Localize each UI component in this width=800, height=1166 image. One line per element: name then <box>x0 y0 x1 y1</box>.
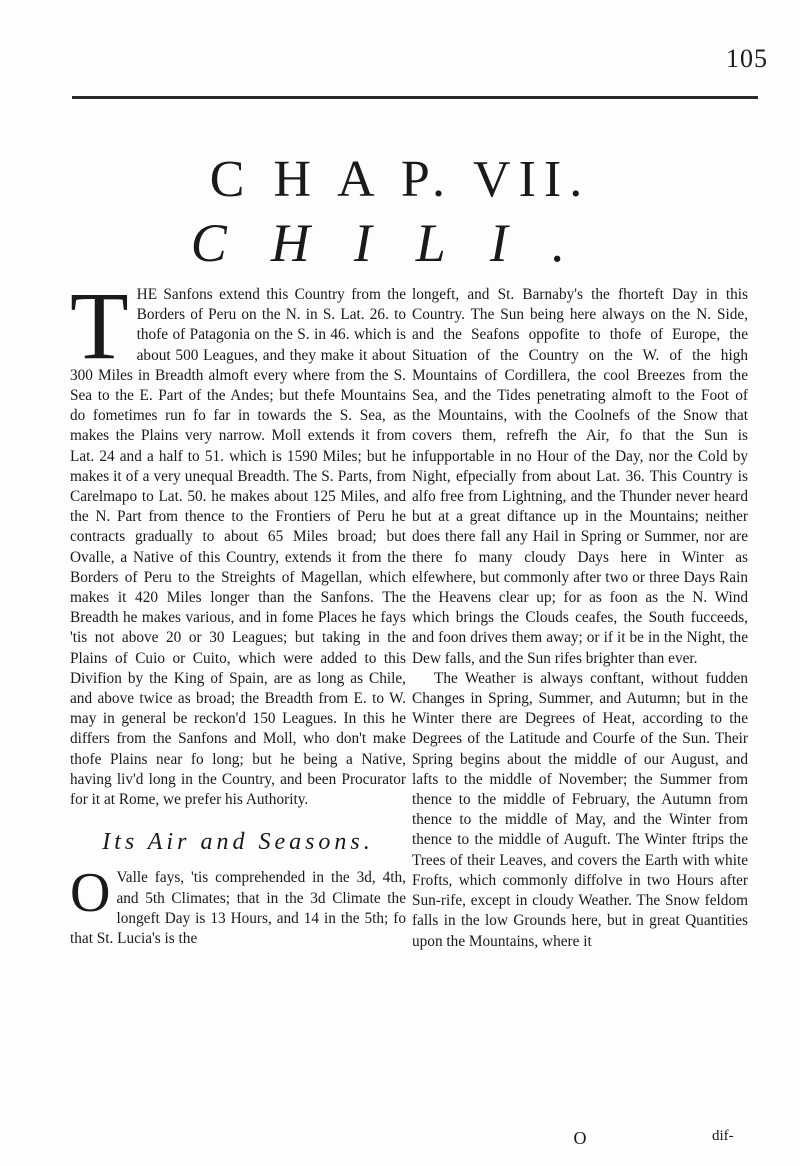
drop-cap: T <box>70 272 129 379</box>
country-title: CHILI. <box>190 213 610 273</box>
left-paragraph-2 <box>70 862 406 949</box>
left-paragraph-1 <box>70 272 406 810</box>
signature-mark: O <box>573 1128 587 1148</box>
right-paragraph-1: longeft, and St. Barnaby's the fhorteft Day in this Country. The Sun being here always on the N. Side, and the Seafons oppofite to thofe of Europe, the Situation of the Country on the W. of the high Mountains of Cordillera, the cool Breezes from the Sea, and the Tides penetrating almoft to the Foot of the Mountains, with the Coolnefs of the Snow that covers them, refrefh the Air, fo that the Sun is infupportable in no Hour of the Day, nor the Cold by Night, efpecially from about Lat. 36. This Country is alfo free from Lightning, and the Thunder never heard but at a great diftance up in the Mountains; neither does there fall any Hail in Spring or Summer, nor are there fo many cloudy Days here in Winter as elfewhere, but commonly after two or three Days Rain the Heavens clear up; for as foon as the N. Wind which brings the Clouds ceafes, the South fucceeds, and foon drives them away; or if it be in the Night, the Dew falls, and the Sun rifes brighter than ever. <box>412 286 748 667</box>
left-paragraph-2-text: Valle fays, 'tis comprehended in the 3d, 4th, and 5th Climates; that in the 3d Climate the longeft Day is 13 Hours, and 14 in the 5th; fo that St. Lucia's is the <box>70 869 406 948</box>
page-number: 105 <box>726 44 768 73</box>
left-paragraph-1-text: HE Sanfons extend this Country from the Borders of Peru on the N. in S. Lat. 26. to thofe of Patagonia on the S. in 46. which is about 500 Leagues, and they make it about 300 Miles in Breadth almoft every where from the S. Sea to the E. Part of the Andes; but thefe Mountains do fometimes run fo far in towards the S. Sea, as makes the Plains very narrow. Moll extends it from Lat. 24 and a half to 51. which is 1590 Miles; but he makes it of a very unequal Breadth. The S. Parts, from Carelmapo to Lat. 50. he makes about 125 Miles, and the N. Part from thence to the Frontiers of Peru he contracts gradually to about 65 Miles broad; but Ovalle, a Native of this Country, extends it from the Borders of Peru to the Streights of Magellan, which makes it 420 Miles longer than the Sanfons. The Breadth he makes various, and in fome Places he fays 'tis not above 20 or 30 Leagues; but taking in the Plains of Cuio or Cuito, which were added to this Divifion by the King of Spain, are as long as Chile, and above twice as broad; the Breadth from E. to W. may in general be reckon'd 150 Leagues. In this he differs from the Sanfons and Moll, who don't make thofe Plains near fo long; but he being a Native, having liv'd long in the Country, and been Procurator for it at Rome, we prefer his Authority. <box>70 286 406 809</box>
right-paragraph-2: The Weather is always conftant, without fudden Changes in Spring, Summer, and Autumn; but in the Winter there are Degrees of Heat, according to the Degrees of the Latitude and Courfe of the Sun. Their Spring begins about the middle of our August, and lafts to the middle of November; the Summer from thence to the middle of February, the Autumn from thence to the middle of May, and the Winter from thence to the middle of Auguft. The Winter ftrips the Trees of their Leaves, and covers the Earth with white Frofts, which commonly diffolve in two Hours after Sun-rife, except in cloudy Weather. The Snow feldom falls in the low Grounds here, but in great Quantities upon the Mountains, where it <box>412 669 748 950</box>
chapter-heading: C H A P. VII. <box>209 151 591 208</box>
header-rule <box>72 96 758 99</box>
catchword: dif- <box>712 1128 734 1144</box>
left-column <box>70 272 406 949</box>
section-heading: Its Air and Seasons. <box>102 829 374 856</box>
drop-cap-o: O <box>70 862 111 925</box>
right-column <box>412 285 748 952</box>
